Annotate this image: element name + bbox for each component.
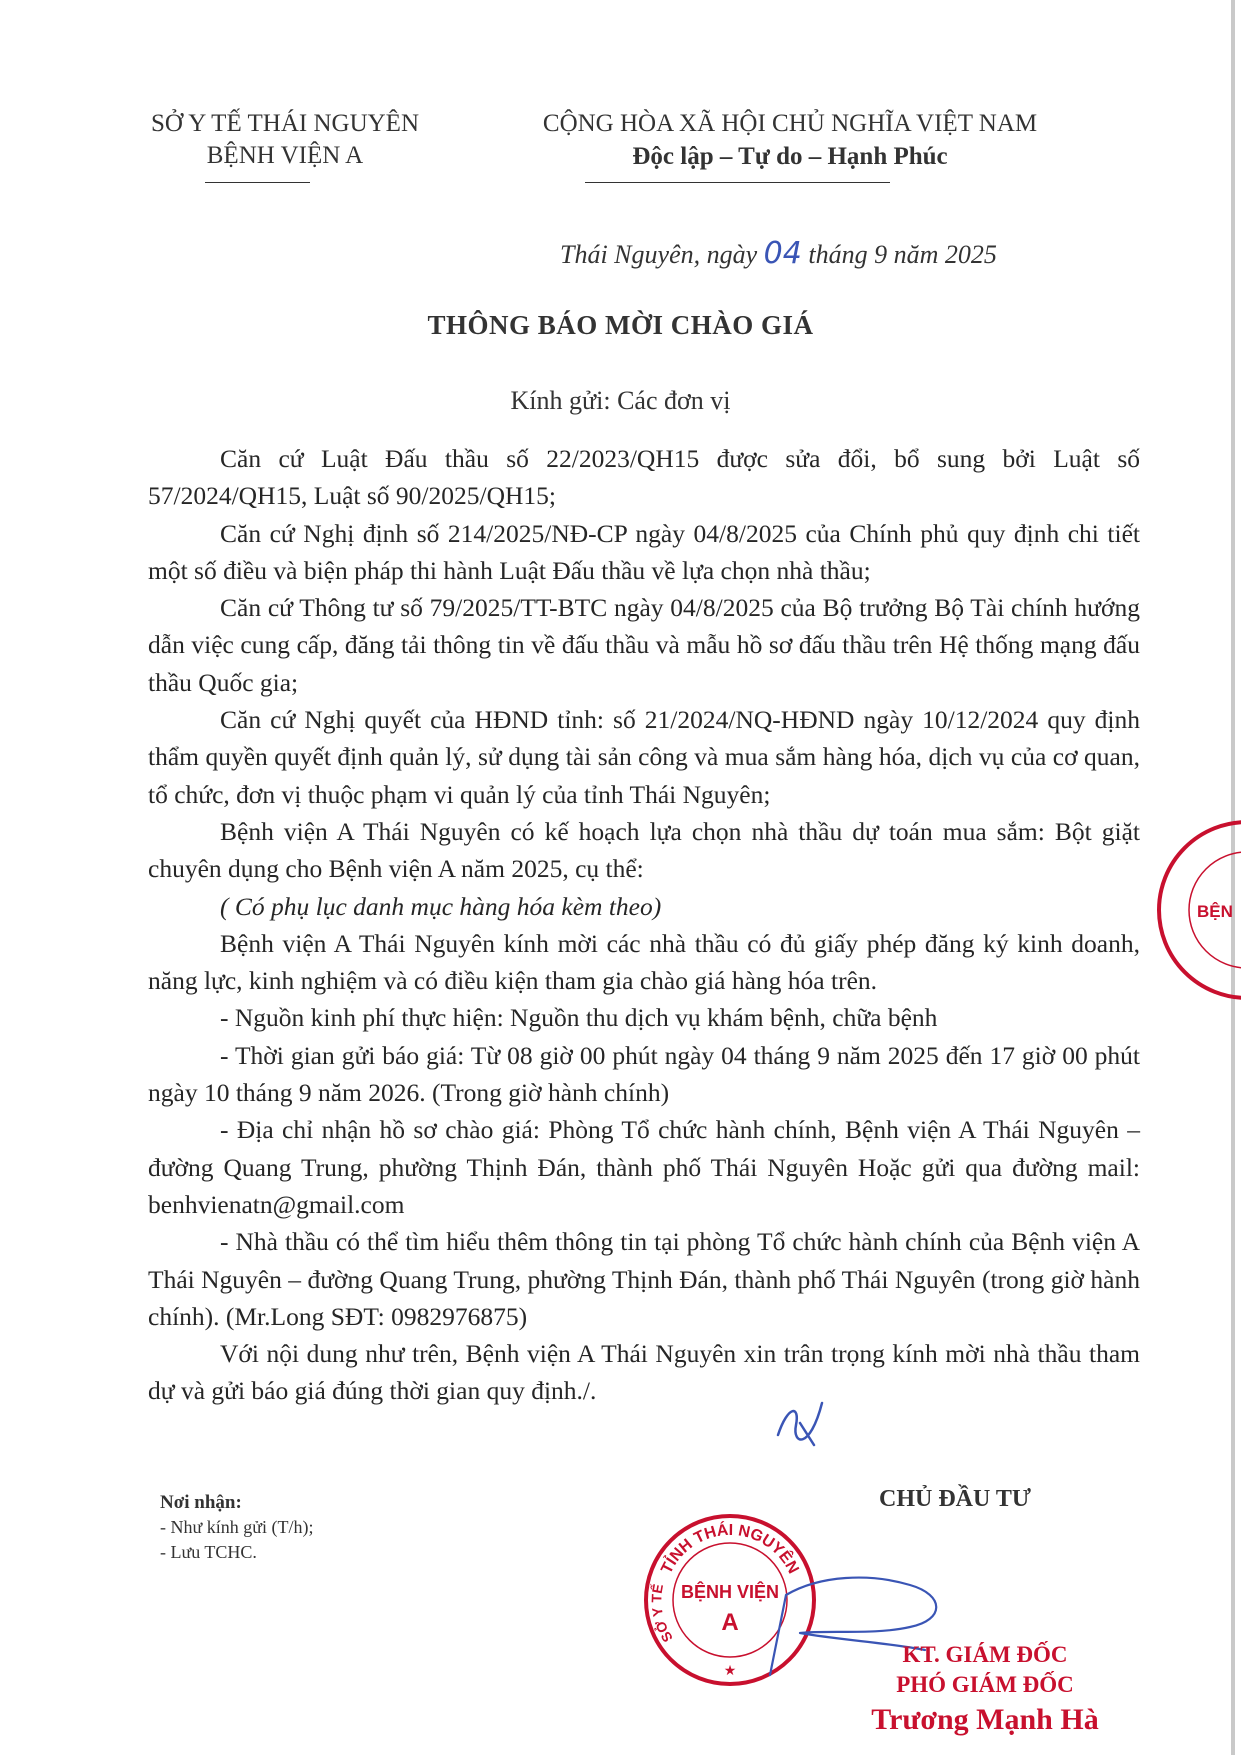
date-day-handwritten: 04 xyxy=(763,236,802,271)
seal-left-text: SỞ Y TẾ xyxy=(648,1582,676,1646)
signature-role-deputy-for: KT. GIÁM ĐỐC xyxy=(902,1642,1068,1667)
date-prefix: Thái Nguyên, ngày xyxy=(560,240,758,269)
seal-center-text: BỆNH VIỆN xyxy=(680,1582,780,1602)
date-year: 2025 xyxy=(944,240,997,269)
paragraph-legal-basis-resolution: Căn cứ Nghị quyết của HĐND tỉnh: số 21/2024/NQ-HĐND ngày 10/12/2024 quy định thẩm quyền quyết định quản lý, sử dụng tài sản công và mua sắm hàng hóa, dịch vụ của cơ quan, tổ chức, đơn vị thuộc phạm vi quản lý của tỉnh Thái Nguyên; xyxy=(148,705,1140,809)
org-name-department: SỞ Y TẾ THÁI NGUYÊN xyxy=(150,110,420,137)
paragraph-contact-info: - Nhà thầu có thể tìm hiểu thêm thông tin tại phòng Tổ chức hành chính của Bệnh viện A Thái Nguyên – đường Quang Trung, phường Thịnh Đán, thành phố Thái Nguyên (trong giờ hành chính). (Mr.Long SĐT: 0982976875) xyxy=(148,1227,1140,1331)
date-month-label: tháng xyxy=(808,240,868,269)
date-month: 9 xyxy=(874,240,888,269)
paragraph-legal-basis-circular: Căn cứ Thông tư số 79/2025/TT-BTC ngày 04/8/2025 của Bộ trưởng Bộ Tài chính hướng dẫn việc cung cấp, đăng tải thông tin về đấu thầu và mẫu hồ sơ đấu thầu trên Hệ thống mạng đấu thầu Quốc gia; xyxy=(148,593,1140,697)
signatory-name: Trương Mạnh Hà xyxy=(871,1703,1099,1736)
signature-block xyxy=(820,1640,1150,1740)
paragraph-submission-address: - Địa chỉ nhận hồ sơ chào giá: Phòng Tổ chức hành chính, Bệnh viện A Thái Nguyên – đường Quang Trung, phường Thịnh Đán, thành phố Thái Nguyên Hoặc gửi qua đường mail: benhvienatn@gmail.com xyxy=(148,1115,1140,1219)
seal-top-text: TỈNH THÁI NGUYÊN xyxy=(658,1521,802,1577)
org-underline xyxy=(205,182,310,183)
document-date xyxy=(560,236,997,271)
paragraph-closing: Với nội dung như trên, Bệnh viện A Thái Nguyên xin trân trọng kính mời nhà thầu tham dự và gửi báo giá đúng thời gian quy định./. xyxy=(148,1339,1140,1406)
seal-star-icon: ★ xyxy=(723,1663,737,1679)
paragraph-invitation: Bệnh viện A Thái Nguyên kính mời các nhà thầu có đủ giấy phép đăng ký kinh doanh, năng lực, kinh nghiệm và có điều kiện tham gia chào giá hàng hóa trên. xyxy=(148,928,1140,996)
paragraph-legal-basis-law: Căn cứ Luật Đấu thầu số 22/2023/QH15 được sửa đổi, bổ sung bởi Luật số 57/2024/QH15, Luật số 90/2025/QH15; xyxy=(148,444,1140,511)
document-title: THÔNG BÁO MỜI CHÀO GIÁ xyxy=(427,310,814,340)
org-name-hospital: BỆNH VIỆN A xyxy=(206,142,364,169)
paragraph-appendix-note: ( Có phụ lục danh mục hàng hóa kèm theo) xyxy=(220,891,662,921)
signature-investor: CHỦ ĐẦU TƯ xyxy=(878,1486,1031,1512)
recipient-item: - Lưu TCHC. xyxy=(160,1542,257,1562)
paragraph-legal-basis-decree: Căn cứ Nghị định số 214/2025/NĐ-CP ngày 04/8/2025 của Chính phủ quy định chi tiết một số điều và biện pháp thi hành Luật Đấu thầu về lựa chọn nhà thầu; xyxy=(148,518,1140,585)
recipients-block xyxy=(160,1490,314,1565)
paragraph-procurement-plan: Bệnh viện A Thái Nguyên có kế hoạch lựa chọn nhà thầu dự toán mua sắm: Bột giặt chuyên dụng cho Bệnh viện A năm 2025, cụ thể: xyxy=(148,816,1140,884)
paragraph-submission-time: - Thời gian gửi báo giá: Từ 08 giờ 00 phút ngày 04 tháng 9 năm 2025 đến 17 giờ 00 phút ngày 10 tháng 9 năm 2026. (Trong giờ hành chính) xyxy=(148,1040,1140,1108)
document-body xyxy=(148,440,1140,1410)
partial-seal-text: BỆN xyxy=(1197,902,1233,921)
date-year-label: năm xyxy=(893,240,939,269)
motto-underline xyxy=(585,182,890,183)
paragraph-funding-source: - Nguồn kinh phí thực hiện: Nguồn thu dịch vụ khám bệnh, chữa bệnh xyxy=(220,1003,938,1033)
nation-motto: Độc lập – Tự do – Hạnh Phúc xyxy=(632,143,948,170)
signature-role-deputy-director: PHÓ GIÁM ĐỐC xyxy=(896,1672,1074,1697)
recipients-heading: Nơi nhận: xyxy=(160,1492,242,1513)
partial-margin-seal xyxy=(1152,815,1241,1005)
initials-scribble xyxy=(770,1395,830,1455)
recipient-item: - Như kính gửi (T/h); xyxy=(160,1517,314,1537)
nation-name: CỘNG HÒA XÃ HỘI CHỦ NGHĨA VIỆT NAM xyxy=(542,110,1038,137)
seal-center-letter: A xyxy=(721,1609,739,1636)
greeting: Kính gửi: Các đơn vị xyxy=(510,386,731,415)
